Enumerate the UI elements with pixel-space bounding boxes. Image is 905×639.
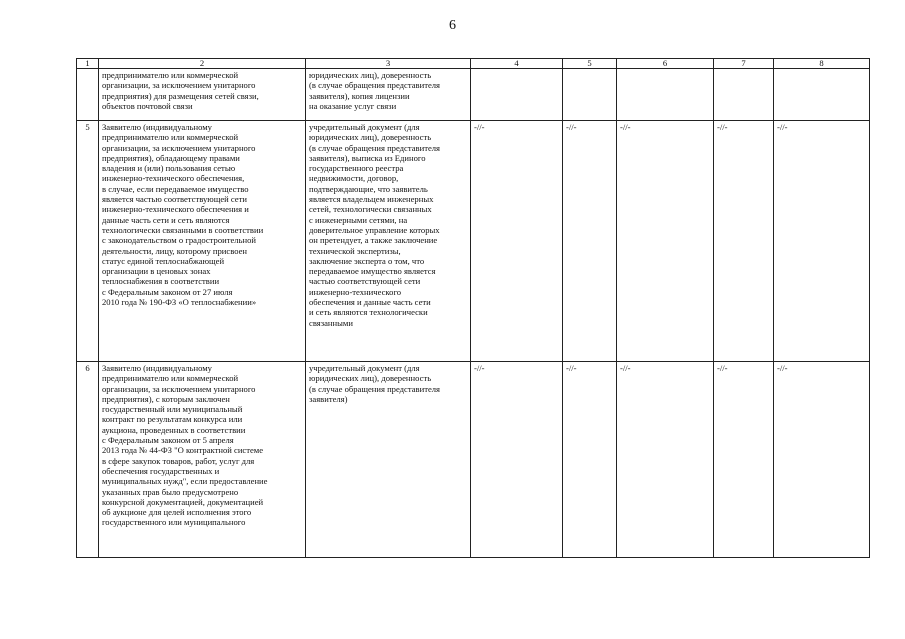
table-cell — [714, 69, 774, 121]
table-cell — [563, 69, 617, 121]
table-cell — [617, 69, 714, 121]
row-number: 6 — [77, 362, 99, 558]
document-table — [76, 58, 870, 558]
table-row — [77, 121, 870, 362]
ditto-mark: -//- — [714, 362, 774, 558]
column-header: 7 — [714, 59, 774, 69]
column-header: 6 — [617, 59, 714, 69]
ditto-mark: -//- — [774, 121, 870, 362]
ditto-mark: -//- — [471, 362, 563, 558]
ditto-mark: -//- — [617, 121, 714, 362]
table-row — [77, 69, 870, 121]
recipient-cell: предпринимателю или коммерческой организации, за исключением унитарного предприятия) для размещения сетей связи, объектов почтовой связи — [99, 69, 306, 121]
column-header: 8 — [774, 59, 870, 69]
documents-cell: учредительный документ (для юридических лиц), доверенность (в случае обращения представителя заявителя) — [306, 362, 471, 558]
page-number: 6 — [449, 18, 456, 33]
ditto-mark: -//- — [617, 362, 714, 558]
table-cell — [774, 69, 870, 121]
column-header: 2 — [99, 59, 306, 69]
header-row — [77, 59, 870, 69]
recipient-cell: Заявителю (индивидуальному предпринимателю или коммерческой организации, за исключением унитарного предприятия), с которым заключен государственный или муниципальный контракт по результатам конкурса или аукциона, проведенных в соответствии с Федеральным законом от 5 апреля 2013 года № 44-ФЗ "О контрактной системе в сфере закупок товаров, работ, услуг для обеспечения государственных и муниципальных нужд", если предоставление указанных прав было предусмотрено конкурсной документацией, документацией об аукционе для целей исполнения этого государственного или муниципального — [99, 362, 306, 558]
recipient-cell: Заявителю (индивидуальному предпринимателю или коммерческой организации, за исключением унитарного предприятия), обладающему правами владения и (или) пользования сетью инженерно-технического обеспечения, в случае, если передаваемое имущество является частью соответствующей сети инженерно-технического обеспечения и данные часть сети и сеть являются технологически связанными в соответствии с законодательством о градостроительной деятельности, лицу, которому присвоен статус единой теплоснабжающей организации в ценовых зонах теплоснабжения в соответствии с Федеральным законом от 27 июля 2010 года № 190-ФЗ «О теплоснабжении» — [99, 121, 306, 362]
documents-cell: учредительный документ (для юридических лиц), доверенность (в случае обращения представителя заявителя), выписка из Единого государственного реестра недвижимости, договор, подтверждающие, что заявитель является владельцем инженерных сетей, технологически связанных с инженерными сетями, на доверительное управление которых он претендует, а также заключение технической экспертизы, заключение эксперта о том, что передаваемое имущество является частью соответствующей сети инженерно-технического обеспечения и данные часть сети и сеть являются технологически связанными — [306, 121, 471, 362]
ditto-mark: -//- — [471, 121, 563, 362]
ditto-mark: -//- — [563, 362, 617, 558]
ditto-mark: -//- — [774, 362, 870, 558]
table-cell — [471, 69, 563, 121]
row-number: 5 — [77, 121, 99, 362]
column-header: 4 — [471, 59, 563, 69]
ditto-mark: -//- — [563, 121, 617, 362]
column-header: 3 — [306, 59, 471, 69]
column-header: 1 — [77, 59, 99, 69]
row-number — [77, 69, 99, 121]
documents-cell: юридических лиц), доверенность (в случае обращения представителя заявителя), копия лицензии на оказание услуг связи — [306, 69, 471, 121]
column-header: 5 — [563, 59, 617, 69]
ditto-mark: -//- — [714, 121, 774, 362]
table-row — [77, 362, 870, 558]
